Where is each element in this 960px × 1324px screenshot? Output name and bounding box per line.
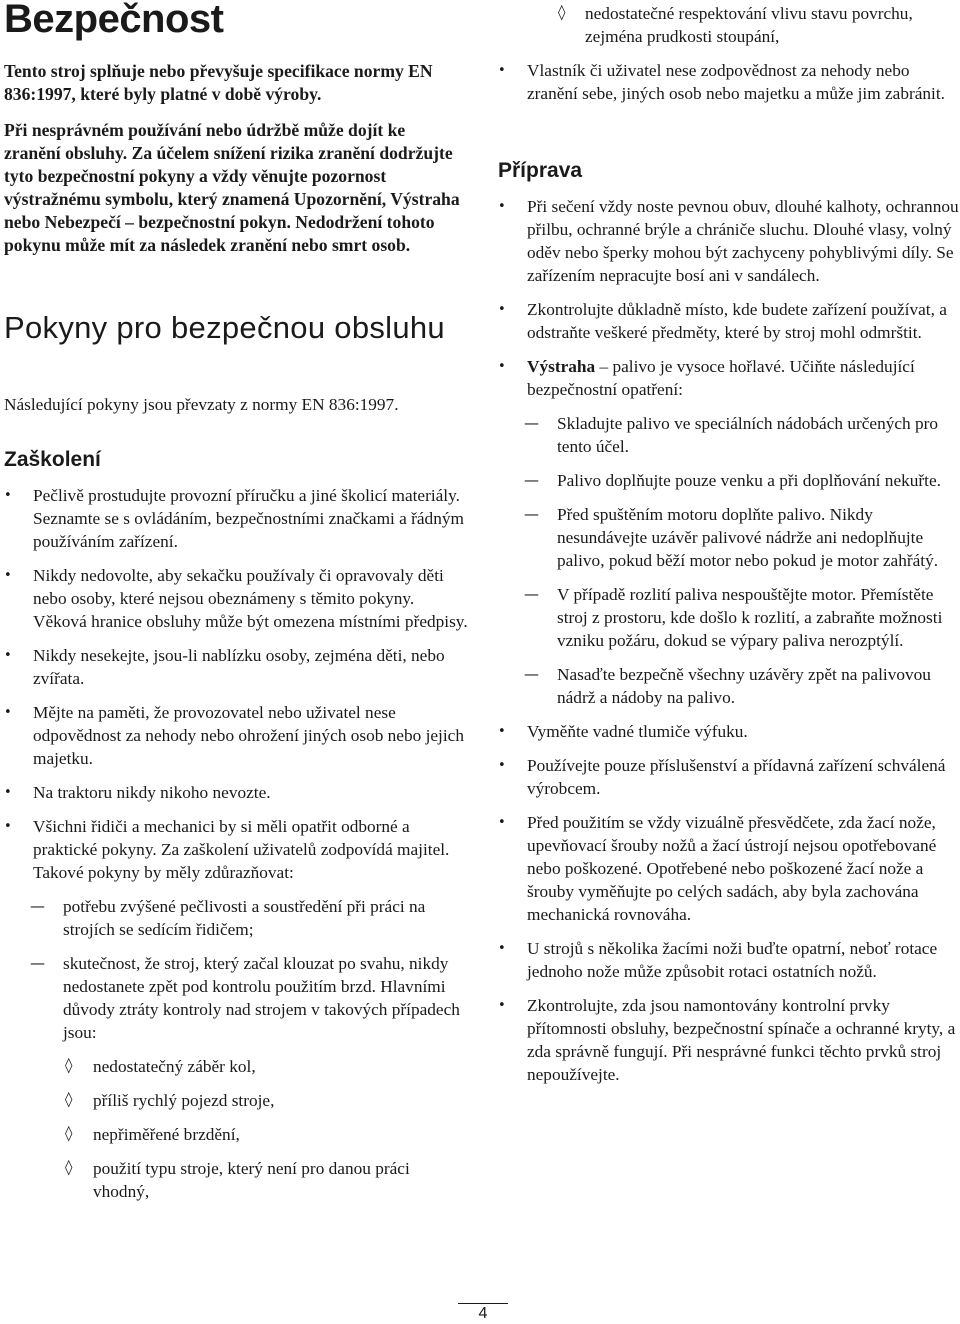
dash-icon: — — [524, 505, 539, 523]
list-item: • Pečlivě prostudujte provozní příručku a jiné školicí materiály. Seznamte se s ovládáním, bezpečnostními značkami a řádným používáním zařízení. — [4, 486, 464, 551]
list-item: • Zkontrolujte důkladně místo, kde budete zařízení používat, a odstraňte veškeré předměty, které by stroj mohl odmrštit. — [498, 300, 947, 342]
intro-paragraph: Při nesprávném používání nebo údržbě může dojít ke zranění obsluhy. Za účelem snížení rizika zranění dodržujte tyto bezpečnostní pokyny a vždy věnujte pozornost výstražnému symbolu, který znamená Upozornění, Výstraha nebo Nebezpečí – bezpečnostní pokyn. Nedodržení tohoto pokynu může mít za následek zranění nebo smrt osob. — [4, 120, 460, 255]
dash-icon: — — [524, 665, 539, 683]
bullet-icon: • — [498, 758, 506, 773]
dash-item: — Palivo doplňujte pouze venku a při doplňování nekuřte. — [524, 471, 941, 490]
bullet-icon: • — [4, 785, 12, 800]
dash-item: — Před spuštěním motoru doplňte palivo. Nikdy nesundávejte uzávěr palivové nádrže ani nedoplňujte palivo, pokud běží motor nebo pokud je motor zahřátý. — [524, 505, 939, 570]
training-list — [4, 484, 470, 1214]
list-item: • Při sečení vždy noste pevnou obuv, dlouhé kalhoty, ochrannou přilbu, ochranné brýle a chrániče sluchu. Dlouhé vlasy, volný oděv nebo šperky mohou být zachyceny pohyblivými díly. Se zařízením nepracujte bosí ani v sandálech. — [498, 197, 959, 285]
intro-paragraph: Tento stroj splňuje nebo převyšuje specifikace normy EN 836:1997, které byly platné v době výroby. — [4, 61, 433, 104]
diamond-item: ◊ příliš rychlý pojezd stroje, — [65, 1090, 275, 1110]
diamond-icon: ◊ — [65, 1090, 73, 1108]
diamond-icon: ◊ — [65, 1124, 73, 1142]
warning-item — [498, 355, 960, 401]
diamond-item: ◊ nedostatečný záběr kol, — [65, 1056, 256, 1076]
list-item: • Nikdy nesekejte, jsou-li nablízku osoby, zejména děti, nebo zvířata. — [4, 646, 445, 688]
warning-label: Výstraha — [527, 357, 596, 376]
list-item: • Před použitím se vždy vizuálně přesvědčete, zda žací nože, upevňovací šrouby nožů a žací ústrojí nejsou opotřebované nebo poškozené. Opotřebené nebo poškozené žací nože a šrouby vyměňujte po celých sadách, aby byla zachována mechanická rovnováha. — [498, 813, 937, 924]
bullet-icon: • — [498, 63, 506, 78]
dash-item: — Nasaďte bezpečně všechny uzávěry zpět na palivovou nádrž a nádoby na palivo. — [524, 665, 931, 707]
page-title: Bezpečnost — [4, 0, 224, 41]
list-item: • Používejte pouze příslušenství a přídavná zařízení schválená výrobcem. — [498, 756, 946, 798]
list-item: • Vlastník či uživatel nese zodpovědnost za nehody nebo zranění sebe, jiných osob nebo majetku a může jim zabránit. — [498, 61, 945, 103]
list-item: • Na traktoru nikdy nikoho nevozte. — [4, 783, 271, 802]
page-number: 4 — [478, 1305, 488, 1322]
bullet-icon: • — [4, 488, 12, 503]
dash-icon: — — [30, 897, 45, 915]
continued-list — [498, 2, 960, 116]
dash-icon: — — [524, 585, 539, 603]
bullet-icon: • — [498, 941, 506, 956]
bullet-icon: • — [498, 302, 506, 317]
list-item: • Všichni řidiči a mechanici by si měli opatřit odborné a praktické pokyny. Za zaškolení uživatelů zodpovídá majitel. Takové pokyny by měly zdůrazňovat: — [4, 817, 450, 882]
list-item: • Nikdy nedovolte, aby sekačku používaly či opravovaly děti nebo osoby, které nejsou obeznámeny s těmito pokyny. Věková hranice obsluhy může být omezena místními předpisy. — [4, 566, 468, 631]
list-item: • Vyměňte vadné tlumiče výfuku. — [498, 722, 748, 741]
bullet-icon: • — [498, 815, 506, 830]
bullet-icon: • — [4, 568, 12, 583]
dash-item: — potřebu zvýšené pečlivosti a soustředění při práci na strojích se sedícím řidičem; — [30, 897, 426, 939]
diamond-icon: ◊ — [558, 3, 566, 21]
bullet-icon: • — [4, 705, 12, 720]
prep-heading: Příprava — [498, 159, 583, 182]
prep-list — [498, 195, 960, 1097]
section-title: Pokyny pro bezpečnou obsluhu — [4, 310, 445, 345]
diamond-icon: ◊ — [65, 1158, 73, 1176]
dash-icon: — — [524, 414, 539, 432]
bullet-icon: • — [498, 359, 506, 374]
dash-item: — V případě rozlití paliva nespouštějte motor. Přemístěte stroj z prostoru, kde došlo k rozlití, a zabraňte možnosti vzniku požáru, dokud se výpary paliva nerozptýlí. — [524, 585, 943, 650]
bullet-icon: • — [4, 819, 12, 834]
bullet-icon: • — [498, 199, 506, 214]
bullet-icon: • — [498, 724, 506, 739]
dash-icon: — — [30, 954, 45, 972]
warning-text: – palivo je vysoce hořlavé. Učiňte následující bezpečnostní opatření: — [527, 357, 915, 399]
training-heading: Zaškolení — [4, 448, 101, 471]
diamond-item: ◊ nedostatečné respektování vlivu stavu povrchu, zejména prudkosti stoupání, — [558, 3, 913, 46]
bullet-icon: • — [4, 648, 12, 663]
section-lead: Následující pokyny jsou převzaty z normy EN 836:1997. — [4, 395, 399, 414]
intro-text — [4, 60, 466, 270]
diamond-item: ◊ nepřiměřené brzdění, — [65, 1124, 240, 1144]
list-item: • Mějte na paměti, že provozovatel nebo uživatel nese odpovědnost za nehody nebo ohrožení jiných osob nebo jejich majetku. — [4, 703, 464, 768]
list-item: • U strojů s několika žacími noži buďte opatrní, neboť rotace jednoho nože může způsobit rotaci ostatních nožů. — [498, 939, 938, 981]
dash-item: — Skladujte palivo ve speciálních nádobách určených pro tento účel. — [524, 414, 939, 456]
bullet-icon: • — [498, 998, 506, 1013]
dash-item: — skutečnost, že stroj, který začal klouzat po svahu, nikdy nedostanete zpět pod kontrolu použitím brzd. Hlavními důvody ztráty kontroly nad strojem v takových případech jsou: — [30, 954, 460, 1042]
list-item: • Zkontrolujte, zda jsou namontovány kontrolní prvky přítomnosti obsluhy, bezpečnostní spínače a ochranné kryty, a zda správně fungují. Při nesprávné funkci těchto prvků stroj nepoužívejte. — [498, 996, 956, 1084]
diamond-item: ◊ použití typu stroje, který není pro danou práci vhodný, — [65, 1158, 410, 1201]
diamond-icon: ◊ — [65, 1056, 73, 1074]
dash-icon: — — [524, 471, 539, 489]
